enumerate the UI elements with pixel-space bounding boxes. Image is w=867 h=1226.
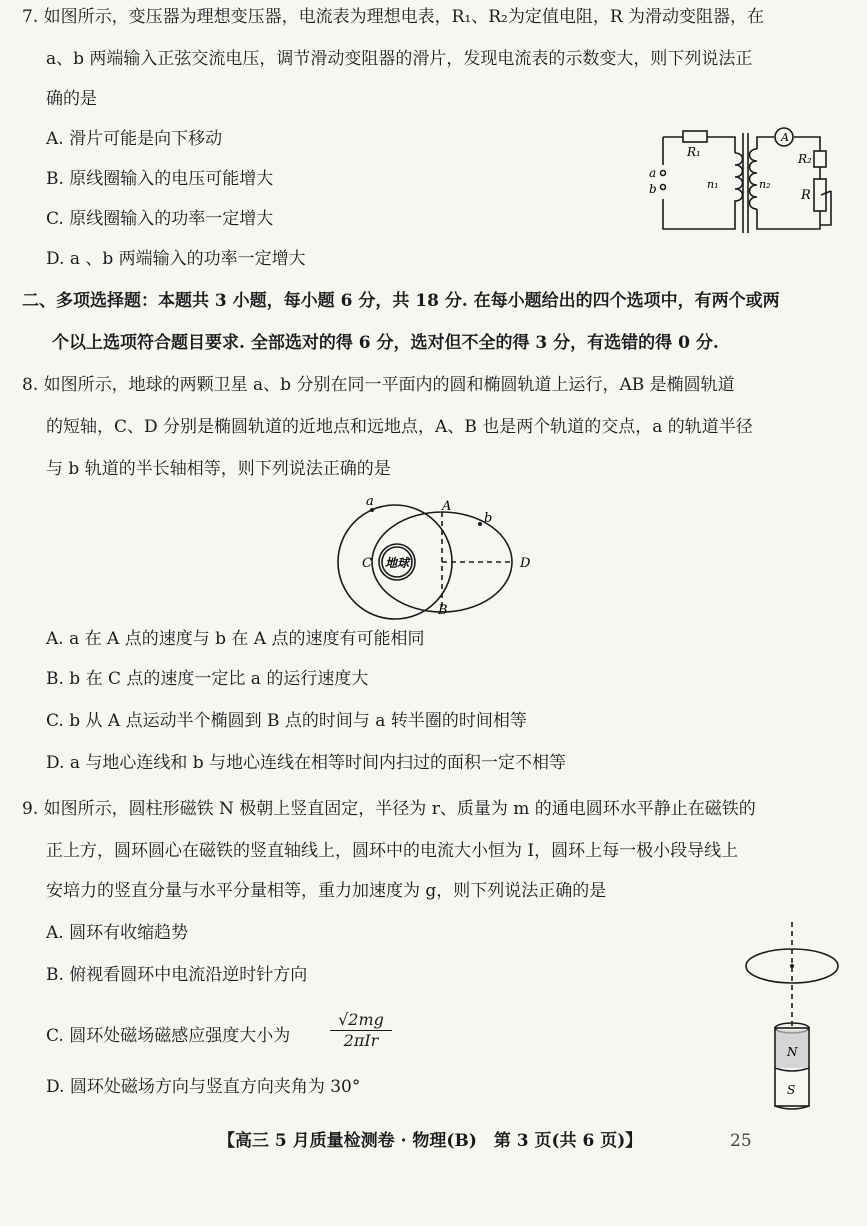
label-point-a: A: [442, 499, 452, 514]
label-n1: n₁: [707, 178, 719, 191]
q9-stem-line3: 安培力的竖直分量与水平分量相等，重力加速度为 g，则下列说法正确的是: [46, 881, 607, 901]
label-a: a: [366, 494, 374, 509]
north-pole-label: N: [787, 1045, 798, 1059]
q9-option-b: B. 俯视看圆环中电流沿逆时针方向: [46, 965, 308, 985]
rheostat-r: [814, 179, 826, 211]
q9-stem-line1: 9. 如图所示，圆柱形磁铁 N 极朝上竖直固定，半径为 r、质量为 m 的通电圆环水平静止在磁铁的: [22, 799, 756, 819]
q7-stem-line2: a、b 两端输入正弦交流电压，调节滑动变阻器的滑片，发现电流表的示数变大，则下列说法正: [46, 49, 753, 69]
q7-option-c: C. 原线圈输入的功率一定增大: [46, 209, 274, 229]
section2-instruction-line2: 个以上选项符合题目要求. 全部选对的得 6 分，选对但不全的得 3 分，有选错的得 0 分.: [52, 333, 719, 353]
ammeter-label: A: [781, 131, 789, 144]
resistor-r1: [683, 131, 707, 142]
earth-label: 地球: [385, 556, 410, 570]
fraction-denominator: 2πIr: [343, 1031, 379, 1050]
primary-coil: [735, 153, 743, 213]
page-code: 25: [730, 1131, 752, 1151]
page-footer: 【高三 5 月质量检测卷 · 物理(B) 第 3 页(共 6 页)】: [218, 1131, 643, 1151]
q8-stem-line1: 8. 如图所示，地球的两颗卫星 a、b 分别在同一平面内的圆和椭圆轨道上运行，AB 是椭圆轨道: [22, 375, 735, 395]
q9-stem-line2: 正上方，圆环圆心在磁铁的竖直轴线上，圆环中的电流大小恒为 I，圆环上每一极小段导线上: [46, 841, 739, 861]
q8-stem-line3: 与 b 轨道的半长轴相等，则下列说法正确的是: [46, 459, 391, 479]
label-n2: n₂: [759, 178, 771, 191]
label-r: R: [801, 188, 811, 203]
q9-option-a: A. 圆环有收缩趋势: [46, 923, 189, 943]
transformer-circuit-figure: [645, 125, 835, 235]
label-point-c: C: [362, 556, 372, 571]
label-r1: R₁: [687, 145, 701, 159]
label-b: b: [484, 511, 493, 526]
secondary-coil: [750, 149, 758, 209]
q8-stem-line2: 的短轴，C、D 分别是椭圆轨道的近地点和远地点，A、B 也是两个轨道的交点，a 的轨道半径: [46, 417, 753, 437]
q7-option-a: A. 滑片可能是向下移动: [46, 129, 223, 149]
q9-option-d: D. 圆环处磁场方向与竖直方向夹角为 30°: [46, 1077, 361, 1097]
fraction-numerator: √2mg: [330, 1010, 392, 1031]
label-r2: R₂: [798, 152, 812, 166]
q9-option-c: C. 圆环处磁场磁感应强度大小为: [46, 1026, 291, 1046]
resistor-r2: [814, 151, 826, 167]
q9-option-c-fraction: [330, 1010, 392, 1051]
q7-option-b: B. 原线圈输入的电压可能增大: [46, 169, 274, 189]
south-pole-label: S: [787, 1083, 796, 1097]
q7-stem-line3: 确的是: [46, 89, 97, 109]
orbit-figure: [330, 494, 550, 624]
q8-option-a: A. a 在 A 点的速度与 b 在 A 点的速度有可能相同: [46, 629, 425, 649]
terminal-b: b: [649, 182, 657, 196]
q8-option-b: B. b 在 C 点的速度一定比 a 的运行速度大: [46, 669, 369, 689]
magnet-ring-figure: [740, 918, 850, 1118]
q8-option-c: C. b 从 A 点运动半个椭圆到 B 点的时间与 a 转半圈的时间相等: [46, 711, 527, 731]
section2-instruction-line1: 二、多项选择题：本题共 3 小题，每小题 6 分，共 18 分. 在每小题给出的四个选项中，有两个或两: [22, 291, 780, 311]
q7-stem-line1: 7. 如图所示，变压器为理想变压器，电流表为理想电表，R₁、R₂为定值电阻，R 为滑动变阻器，在: [22, 7, 765, 27]
terminal-a: a: [649, 166, 657, 180]
q8-option-d: D. a 与地心连线和 b 与地心连线在相等时间内扫过的面积一定不相等: [46, 753, 567, 773]
q7-option-d: D. a 、b 两端输入的功率一定增大: [46, 249, 306, 269]
label-point-d: D: [520, 556, 531, 571]
label-point-b: B: [438, 603, 448, 618]
satellite-b-dot: [478, 522, 482, 526]
